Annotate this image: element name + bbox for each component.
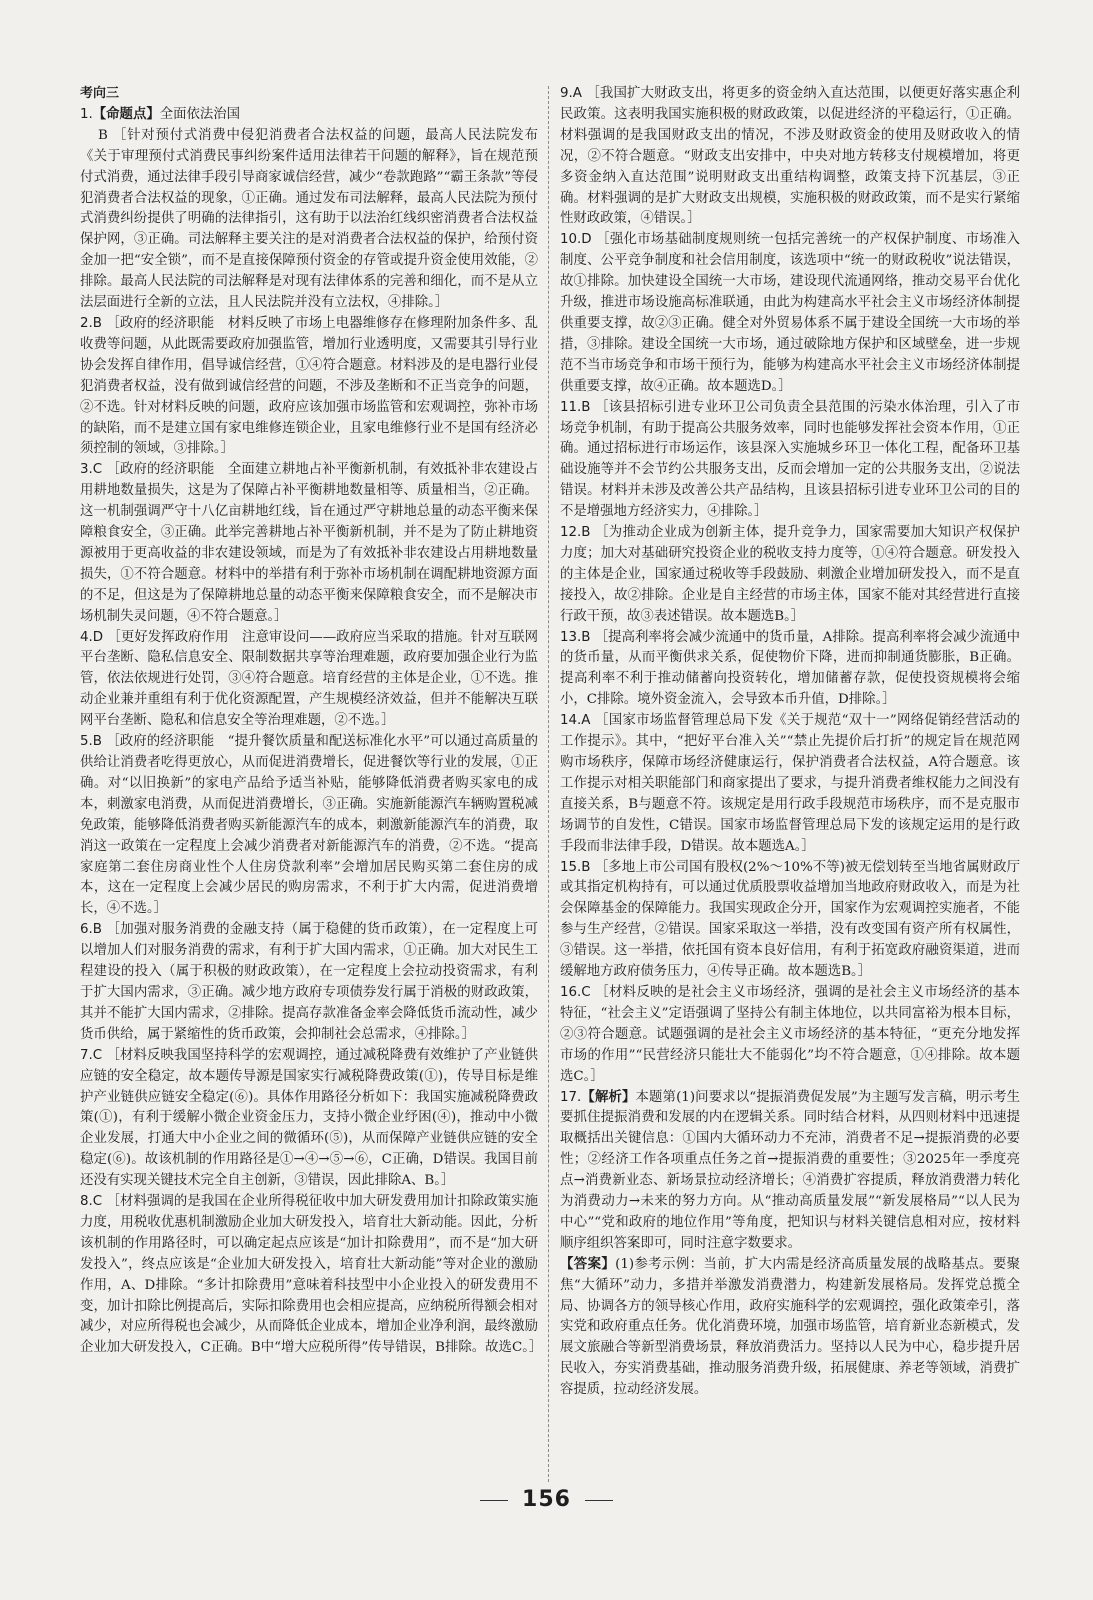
item-number: 12.B bbox=[560, 525, 591, 541]
page-number-dash-right bbox=[585, 1500, 613, 1501]
item-body: ［更好发挥政府作用 注意审设问——政府应当采取的措施。针对互联网平台垄断、隐私信息安全、限制数据共享等治理难题，政府要加强企业行为监管，依法依规进行处罚，③④符合题意。培育经营的主体是企业，①不选。推动企业兼并重组有利于优化资源配置，产生规模经济效益，但并不能解决互联网平台垄断、隐私和信息安全等治理难题，②不选。］ bbox=[80, 629, 538, 729]
topic-point: 全面依法治国 bbox=[159, 106, 241, 122]
answer-item-1 bbox=[80, 105, 538, 314]
item-number: 5.B bbox=[80, 734, 102, 750]
answer-tag: 【答案】 bbox=[560, 1256, 616, 1272]
item-number: 9.A bbox=[560, 86, 582, 101]
item-number: 14.A bbox=[560, 713, 591, 729]
answer-item-12 bbox=[560, 523, 1020, 628]
column-divider bbox=[548, 86, 549, 1482]
answer-item-7 bbox=[80, 1046, 538, 1192]
item-body: ［国家市场监督管理总局下发《关于规范“双十一”网络促销经营活动的工作提示》。其中，“把好平台准入关”“禁止先提价后打折”的规定旨在规范网购市场秩序，保障市场经济健康运行，保护消费者合法权益，A符合题意。该工作提示对相关职能部门和商家提出了要求，与提升消费者维权能力之间没有直接关系，B与题意不符。该规定是用行政手段规范市场秩序，而不是克服市场调节的自发性，C错误。国家市场监督管理总局下发的该规定运用的是行政手段而非法律手段，D错误。故本题选A。］ bbox=[560, 713, 1020, 854]
item-body: ［为推动企业成为创新主体，提升竞争力，国家需要加大知识产权保护力度；加大对基础研究投资企业的税收支持力度等，①④符合题意。研发投入的主体是企业，国家通过税收等手段鼓励、刺激企业增加研发投入，而不是直接投入，故②排除。企业是自主经营的市场主体，国家不能对其经营进行直接行政干预，故③表述错误。故本题选B。］ bbox=[560, 525, 1020, 624]
item-body: ［材料反映的是社会主义市场经济，强调的是社会主义市场经济的基本特征，“社会主义”定语强调了坚持公有制主体地位，以共同富裕为根本目标，②③符合题意。试题强调的是社会主义市场经济的基本特征，“更充分地发挥市场的作用”“民营经济只能壮大不能弱化”均不符合题意，①④排除。故本题选C。］ bbox=[560, 984, 1020, 1084]
answer-item-14 bbox=[560, 711, 1020, 857]
item-body: ［多地上市公司国有股权(2%～10%不等)被无偿划转至当地省属财政厅或其指定机构持有，可以通过优质股票收益增加当地政府财政收入，而是为社会保障基金的保障能力。我国实现政企分开，国家作为宏观调控实施者，不能参与生产经营，②错误。国家采取这一举措，没有改变国有资产所有权属性，③错误。这一举措，依托国有资本良好信用，有利于拓宽政府融资渠道，进而缓解地方政府债务压力，④传导正确。故本题选B。］ bbox=[560, 859, 1021, 980]
item-number: 4.D bbox=[80, 629, 104, 645]
right-column bbox=[560, 84, 1020, 1401]
item-body: ［提高利率将会减少流通中的货币量，A排除。提高利率将会减少流通中的货币量，从而平衡供求关系，促使物价下降，进而抑制通货膨胀，B正确。提高利率不利于推动储蓄向投资转化，增加储蓄存款，促使投资规模将会缩小，C排除。境外资金流入，会导致本币升值，D排除。］ bbox=[560, 629, 1020, 708]
item-body: ［该县招标引进专业环卫公司负责全县范围的污染水体治理，引入了市场竞争机制，有助于提高公共服务效率，同时也能够发挥社会资本作用，①正确。通过招标进行市场运作，该县深入实施城乡环卫一体化工程，配备环卫基础设施等并不会节约公共服务支出，反而会增加一定的公共服务支出，②说法错误。材料并未涉及改善公共产品结构，且该县招标引进专业环卫公司的目的不是增强地方经济实力，④排除。］ bbox=[560, 399, 1020, 520]
answer-item-2 bbox=[80, 314, 538, 460]
answer-item-8 bbox=[80, 1192, 543, 1359]
answer-item-13 bbox=[560, 628, 1020, 712]
answer-item-17 bbox=[560, 1088, 1020, 1255]
section-heading: 考向三 bbox=[80, 86, 120, 101]
answer-body: (1)参考示例：当前，扩大内需是经济高质量发展的战略基点。要聚焦“大循环”动力，多措并举激发消费潜力，构建新发展格局。发挥党总揽全局、协调各方的领导核心作用，政府实施科学的宏观调控，强化政策牵引，落实党和政府重点任务。优化消费环境，加强市场监管，培育新业态新模式，发展文旅融合等新型消费场景，释放消费活力。坚持以人民为中心，稳步提升居民收入，夯实消费基础，推动服务消费升级，拓展健康、养老等领域，消费扩容提质，拉动经济发展。 bbox=[560, 1256, 1021, 1398]
item-number: 13.B bbox=[560, 629, 591, 645]
answer-item-15 bbox=[560, 858, 1020, 983]
item-number: 16.C bbox=[560, 984, 591, 1000]
page-number bbox=[0, 1487, 1093, 1512]
answer-item-10 bbox=[560, 230, 1020, 397]
item-number: 11.B bbox=[560, 399, 591, 415]
topic-tag: 【命题点】 bbox=[92, 106, 160, 122]
answer-item-6 bbox=[80, 920, 538, 1045]
answer-item-3 bbox=[80, 460, 538, 627]
item-number: 10.D bbox=[560, 232, 592, 248]
answer-item-11 bbox=[560, 398, 1020, 523]
item-body: B ［针对预付式消费中侵犯消费者合法权益的问题，最高人民法院发布《关于审理预付式消费民事纠纷案件适用法律若干问题的解释》，旨在规范预付式消费，通过法律手段引导商家诚信经营，减少“卷款跑路”“霸王条款”等侵犯消费者合法权益的现象，①正确。通过发布司法解释，最高人民法院为预付式消费纠纷提供了明确的法律指引，这有助于以法治红线织密消费者合法权益保护网，③正确。司法解释主要关注的是对消费者合法权益的保护，给预付资金加一把“安全锁”，而不是直接保障预付资金的存管或提升资金使用效能，②排除。最高人民法院的司法解释是对现有法律体系的完善和细化，而不是从立法层面进行全新的立法，且人民法院并没有立法权，④排除。］ bbox=[80, 127, 538, 311]
answer-item-9 bbox=[560, 84, 1020, 230]
item-number: 15.B bbox=[560, 859, 591, 875]
item-body: ［强化市场基础制度规则统一包括完善统一的产权保护制度、市场准入制度、公平竞争制度和社会信用制度，该选项中“统一的财政税收”说法错误，故①排除。加快建设全国统一大市场，建设现代流通网络，推动交易平台优化升级，推进市场设施高标准联通，由此为构建高水平社会主义市场经济体制提供重要支撑，故②③正确。健全对外贸易体系不属于建设全国统一大市场的举措，③排除。建设全国统一大市场，通过破除地方保护和区域壁垒，进一步规范不当市场竞争和市场干预行为，能够为构建高水平社会主义市场经济体制提供重要支撑，故④正确。故本题选D。］ bbox=[560, 232, 1021, 394]
analysis-tag: 【解析】 bbox=[581, 1089, 636, 1105]
item-body: ［我国扩大财政支出，将更多的资金纳入直达范围，以便更好落实惠企利民政策。这表明我国实施积极的财政政策，以促进经济的平稳运行，①正确。材料强调的是我国财政支出的情况，不涉及财政资金的使用及财政收入的情况，②不符合题意。“财政支出安排中，中央对地方转移支付规模增加，将更多资金纳入直达范围”说明财政支出重结构调整，政策支持下沉基层，③正确。材料强调的是扩大财政支出规模，实施积极的财政政策，而不是实行紧缩性财政政策，④错误。］ bbox=[560, 86, 1021, 227]
item-body: ［材料反映我国坚持科学的宏观调控，通过减税降费有效维护了产业链供应链的安全稳定，故本题传导源是国家实行减税降费政策(①)，传导目标是维护产业链供应链安全稳定(⑥)。具体作用路径分析如下：我国实施减税降费政策(①)，有利于缓解小微企业资金压力，支持小微企业纾困(④)，推动中小微企业发展，打通大中小企业之间的微循环(⑤)，从而保障产业链供应链的安全稳定(⑥)。故该机制的作用路径是①→④→⑤→⑥，C正确，D错误。我国目前还没有实现关键技术完全自主创新，③错误，因此排除A、B。］ bbox=[80, 1047, 538, 1189]
item-number: 3.C bbox=[80, 462, 103, 478]
answer-item-5 bbox=[80, 732, 538, 920]
answer-item-16 bbox=[560, 983, 1020, 1088]
item-body: ［政府的经济职能 材料反映了市场上电器维修存在修理附加条件多、乱收费等问题，从此既需要政府加强监管，增加行业透明度，又需要其引导行业协会发挥自律作用，倡导诚信经营，①④符合题意。材料涉及的是电器行业侵犯消费者权益，没有做到诚信经营的问题，不涉及垄断和不正当竞争的问题，②不选。针对材料反映的问题，政府应该加强市场监管和宏观调控，弥补市场的缺陷，而不是建立国有家电维修连锁企业，且家电维修行业不是国有经济必须控制的领域，③排除。］ bbox=[80, 315, 538, 457]
page-number-dash-left bbox=[480, 1500, 508, 1501]
item-body: ［政府的经济职能 全面建立耕地占补平衡新机制，有效抵补非农建设占用耕地数量损失，这是为了保障占补平衡耕地数量相等、质量相当，②正确。这一机制强调严守十八亿亩耕地红线，旨在通过严守耕地总量的动态平衡来保障粮食安全，③正确。此举完善耕地占补平衡新机制，并不是为了防止耕地资源被用于更高收益的非农建设领域，而是为了有效抵补非农建设占用耕地数量损失，①不符合题意。材料中的举措有利于弥补市场机制在调配耕地资源方面的不足，但这是为了保障耕地总量的动态平衡来保障粮食安全，而不是解决市场机制失灵问题，④不符合题意。］ bbox=[80, 462, 538, 624]
item-number: 8.C bbox=[80, 1194, 103, 1210]
item-body: ［材料强调的是我国在企业所得税征收中加大研发费用加计扣除政策实施力度，用税收优惠机制激励企业加大研发投入，培育壮大新动能。因此，分析该机制的作用路径时，可以确定起点应该是“加计扣除费用”，而不是“加大研发投入”，终点应该是“企业加大研发投入，培育壮大新动能”等对企业的激励作用，A、D排除。“多计扣除费用”意味着科技型中小企业投入的研发费用不变，加计扣除比例提高后，实际扣除费用也会相应提高，应纳税所得额会相对减少，对应所得税也会减少，从而降低企业成本，增加企业净利润，最终激励企业加大研发投入，C正确。B中“增大应税所得”传导错误，B排除。故选C。］ bbox=[80, 1194, 543, 1356]
item-number: 2.B bbox=[80, 315, 102, 331]
analysis-body: 本题第(1)问要求以“提振消费促发展”为主题写发言稿，明示考生要抓住提振消费和发展的内在逻辑关系。同时结合材料，从四则材料中迅速提取概括出关键信息：①国内大循环动力不充沛，消费者不足→提振消费的必要性；②经济工作各项重点任务之首→提振消费的重要性；③2025年一季度亮点→消费新业态、新场景拉动经济增长；④消费扩容提质，释放消费潜力转化为消费动力→未来的努力方向。从“推动高质量发展”“新发展格局”“以人民为中心”“党和政府的地位作用”等角度，把知识与材料关键信息相对应，按材料顺序组织答案即可，同时注意字数要求。 bbox=[560, 1089, 1020, 1251]
answer-block bbox=[560, 1255, 1020, 1401]
item-number: 7.C bbox=[80, 1047, 103, 1063]
item-body: ［政府的经济职能 “提升餐饮质量和配送标准化水平”可以通过高质量的供给让消费者吃得更放心，从而促进消费增长，促进餐饮等行业的发展，①正确。对“以旧换新”的家电产品给予适当补贴，能够降低消费者购买家电的成本，刺激家电消费，从而促进消费增长，③正确。实施新能源汽车辆购置税减免政策，能够降低消费者购买新能源汽车的成本，刺激新能源汽车的消费，取消这一政策在一定程度上会减少消费者对新能源汽车的消费，②不选。“提高家庭第二套住房商业性个人住房贷款利率”会增加居民购买第二套住房的成本，这在一定程度上会减少居民的购房需求，不利于扩大内需，促进消费增长，④不选。］ bbox=[80, 734, 538, 917]
item-body: ［加强对服务消费的金融支持（属于稳健的货币政策），在一定程度上可以增加人们对服务消费的需求，有利于扩大国内需求，①正确。加大对民生工程建设的投入（属于积极的财政政策），在一定程度上会拉动投资需求，有利于扩大国内需求，③正确。减少地方政府专项债券发行属于消极的财政政策，其并不能扩大国内需求，②排除。提高存款准备金率会降低货币流动性，减少货币供给，属于紧缩性的货币政策，会抑制社会总需求，④排除。］ bbox=[80, 922, 538, 1042]
left-column bbox=[80, 84, 543, 1359]
item-number: 1. bbox=[80, 106, 93, 122]
item-number: 6.B bbox=[80, 922, 102, 938]
page-number-text: 156 bbox=[522, 1487, 571, 1512]
item-number: 17. bbox=[560, 1089, 582, 1105]
answer-item-4 bbox=[80, 628, 538, 733]
